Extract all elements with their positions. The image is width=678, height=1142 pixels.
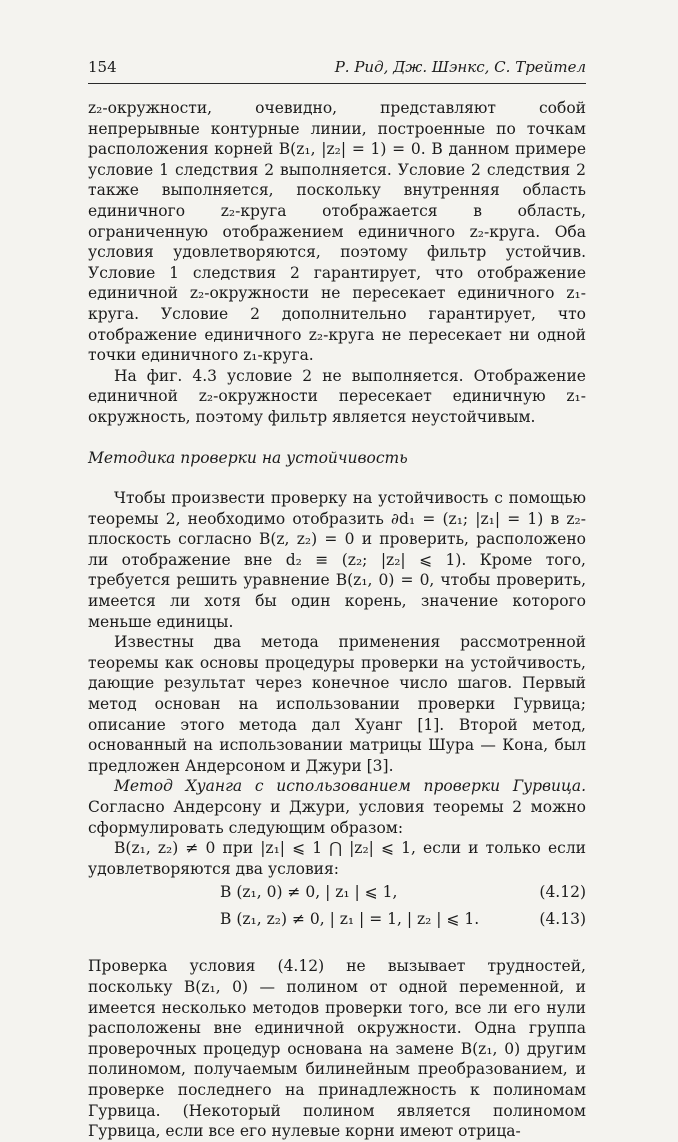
page-body	[88, 98, 586, 1142]
paragraph-5-text: Согласно Андерсону и Джури, условия теоремы 2 можно сформулировать следующим образом:	[88, 798, 586, 837]
header-rule	[88, 83, 586, 84]
equation-4-13	[88, 909, 586, 933]
equation-gap	[88, 936, 586, 956]
paragraph-5	[88, 776, 586, 838]
equation-formula: B (z₁, 0) ≠ 0, | z₁ | ⩽ 1,	[220, 883, 398, 902]
equation-number: (4.13)	[539, 910, 586, 929]
paragraph-7: Проверка условия (4.12) не вызывает трудностей, поскольку B(z₁, 0) — полином от одной переменной, и имеется несколько методов проверки того, все ли его нули расположены вне единичной окружности. Одна группа проверочных процедур основана на замене B(z₁, 0) другим полиномом, получаемым билинейным преобразованием, и проверке последнего на принадлежность к полиномам Гурвица. (Некоторый полином является полиномом Гурвица, если все его нулевые корни имеют отрица-	[88, 957, 586, 1141]
equation-number: (4.12)	[539, 883, 586, 902]
section-heading: Методика проверки на устойчивость	[88, 448, 408, 467]
section-gap	[88, 428, 586, 448]
paragraph-2: На фиг. 4.3 условие 2 не выполняется. Отображение единичной z₂-окружности пересекает единичную z₁-окружность, поэтому фильтр является неустойчивым.	[88, 366, 586, 426]
running-head: Р. Рид, Дж. Шэнкс, С. Трейтел	[334, 58, 586, 76]
paragraph-1: z₂-окружности, очевидно, представляют собой непрерывные контурные линии, построенные по точкам расположения корней B(z₁, |z₂| = 1) = 0. В данном примере условие 1 следствия 2 выполняется. Условие 2 следствия 2 также выполняется, поскольку внутренняя область единичного z₂-круга отображается в область, ограниченную отображением единичного z₂-круга. Оба условия удовлетворяются, поэтому фильтр устойчив. Условие 1 следствия 2 гарантирует, что отображение единичной z₂-окружности не пересекает единичного z₁-круга. Условие 2 дополнительно гарантирует, что отображение единичного z₂-круга не пересекает ни одной точки единичного z₁-круга.	[88, 99, 586, 365]
method-title: Метод Хуанга с использованием проверки Гурвица.	[114, 777, 586, 796]
paragraph-6: B(z₁, z₂) ≠ 0 при |z₁| ⩽ 1 ⋂ |z₂| ⩽ 1, если и только если удовлетворяются два условия:	[88, 839, 586, 878]
page-header	[88, 58, 586, 80]
equation-formula: B (z₁, z₂) ≠ 0, | z₁ | = 1, | z₂ | ⩽ 1.	[220, 910, 480, 929]
paragraph-3: Чтобы произвести проверку на устойчивость с помощью теоремы 2, необходимо отобразить ∂d₁ = (z₁; |z₁| = 1) в z₂-плоскость согласно B(z, z₂) = 0 и проверить, расположено ли отображение вне d₂ ≡ (z₂; |z₂| ⩽ 1). Кроме того, требуется решить уравнение B(z₁, 0) = 0, чтобы проверить, имеется ли хотя бы один корень, значение которого меньше единицы.	[88, 489, 586, 631]
page-number: 154	[88, 58, 117, 76]
paragraph-4: Известны два метода применения рассмотренной теоремы как основы процедуры проверки на устойчивость, дающие результат через конечное число шагов. Первый метод основан на использовании проверки Гурвица; описание этого метода дал Хуанг [1]. Второй метод, основанный на использовании матрицы Шура — Кона, был предложен Андерсоном и Джури [3].	[88, 633, 586, 775]
section-gap	[88, 468, 586, 488]
equation-4-12	[88, 882, 586, 906]
